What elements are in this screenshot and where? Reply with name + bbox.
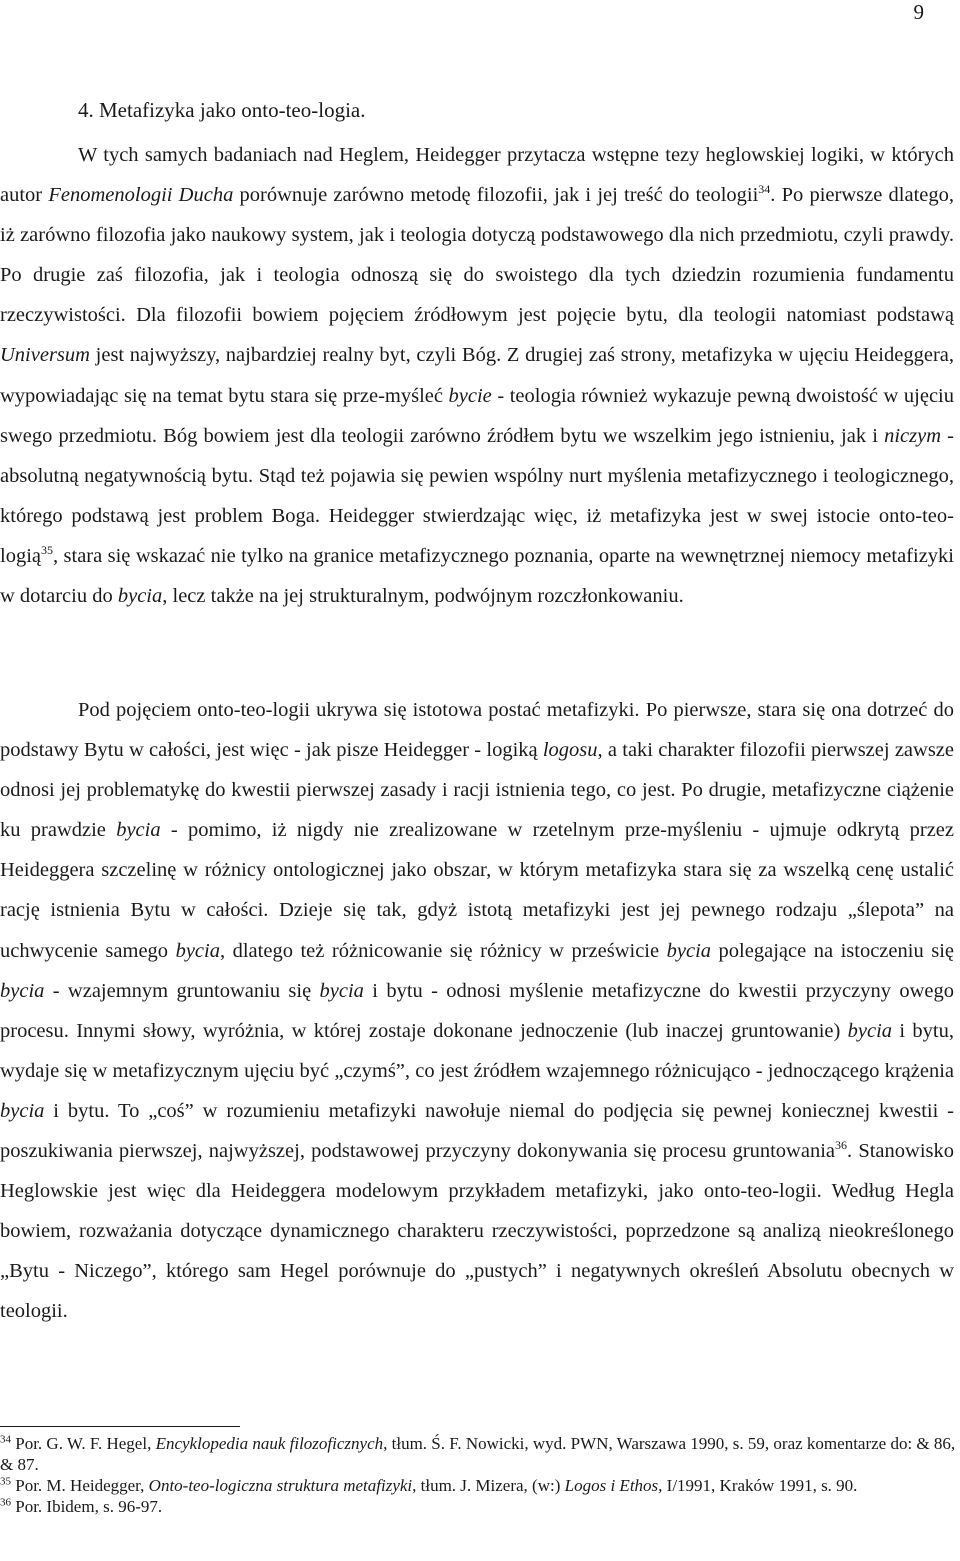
section-heading: 4. Metafizyka jako onto-teo-logia. — [78, 98, 366, 122]
text-run: , lecz także na jej strukturalnym, podwójnym rozczłonkowaniu. — [162, 585, 684, 608]
footnotes — [0, 1433, 956, 1517]
footnote-ref-34[interactable]: 34 — [758, 182, 771, 197]
text-run: , dlatego też różnicowanie się różnicy w prześwicie — [219, 939, 667, 962]
italic-title: Encyklopedia nauk filozoficznych — [155, 1434, 384, 1453]
text-run: porównuje zarówno metodę filozofii, jak i jej treść do teologii — [233, 184, 759, 207]
text-run: - pomimo, iż nigdy nie zrealizowane w rzetelnym prze-myśleniu - ujmuje odkrytą przez Heideggera szczelinę w różnicy ontologicznej jako obszar, w którym metafizyka stara się za wszelką cenę ustalić rację istnienia Bytu w całości. Dzieje się tak, gdyż istotą metafizyki jest jej pewnego rodzaju „ślepota” na uchwycenie samego — [0, 819, 955, 962]
footnote-ref-36[interactable]: 36 — [835, 1138, 848, 1153]
text-run: W tych samych badaniach nad Heglem, Heidegger przytacza wstępne tezy heglowskiej logiki, w których autor — [0, 144, 954, 207]
footnote-35 — [0, 1475, 956, 1496]
italic-term: bycia — [117, 585, 163, 608]
text-run: . Stanowisko Heglowskie jest więc dla Heideggera modelowym przykładem metafizyki, jako onto-teo-logii. Według Hegla bowiem, rozważania dotyczące dynamicznego charakteru rzeczywistości, poprzedzone są analizą nieokreślonego „Bytu - Niczego”, którego sam Hegel porównuje do „pustych” i negatywnych określeń Absolutu obecnych w teologii. — [0, 1140, 954, 1323]
text-run: . Po pierwsze dlatego, iż zarówno filozofia jako naukowy system, jak i teologia dotyczą podstawowego dla nich przedmiotu, czyli prawdy. Po drugie zaś filozofia, jak i teologia odnoszą się do swoistego dla tych dziedzin rozumienia fundamentu rzeczywistości. Dla filozofii bowiem pojęciem źródłowym jest pojęcie bytu, dla teologii natomiast podstawą — [0, 184, 955, 327]
footnote-number: 36 — [0, 1496, 11, 1509]
italic-title: Onto-teo-logiczna struktura metafizyki — [148, 1476, 413, 1495]
paragraph-2 — [0, 690, 954, 1332]
footnote-34 — [0, 1433, 956, 1475]
text-run: , tłum. Ś. F. Nowicki, wyd. PWN, Warszawa 1990, s. 59, oraz komentarze do: & 86, & 87. — [0, 1434, 956, 1474]
text-run: - teologia również wykazuje pewną dwoistość w ujęciu swego przedmiotu. Bóg bowiem jest dla teologii zarówno źródłem bytu we wszelkim jego istnieniu, jak i — [0, 384, 954, 447]
text-run: Por. M. Heidegger, — [11, 1476, 149, 1495]
italic-term: bycia — [0, 1099, 45, 1122]
footnote-number: 35 — [0, 1475, 11, 1488]
text-run: - absolutną negatywnością bytu. Stąd też pojawia się pewien wspólny nurt myślenia metafizycznego i teologicznego, którego podstawą jest problem Boga. Heidegger stwierdzając więc, iż metafizyka jest w swej istocie onto-teo-logią — [0, 424, 954, 567]
text-run: polegające na istoczeniu się — [711, 939, 954, 962]
text-run: Por. G. W. F. Hegel, — [11, 1434, 156, 1453]
text-run: Por. Ibidem, s. 96-97. — [11, 1497, 163, 1516]
text-run: jest najwyższy, najbardziej realny byt, czyli Bóg. Z drugiej zaś strony, metafizyka w ujęciu Heideggera, wypowiadając się na temat bytu stara się prze-myśleć — [0, 344, 954, 407]
italic-term: niczym — [884, 424, 942, 447]
italic-term: Universum — [0, 344, 90, 367]
italic-title: Fenomenologii Ducha — [48, 184, 234, 207]
text-run: , tłum. J. Mizera, (w:) — [412, 1476, 565, 1495]
text-run: i bytu. To „coś” w rozumieniu metafizyki nawołuje niemal do podjęcia się pewnej koniecznej kwestii - poszukiwania pierwszej, najwyższej, podstawowej przyczyny dokonywania się procesu gruntowania — [0, 1099, 954, 1163]
italic-term: bycia — [319, 979, 364, 1002]
italic-term: bycia — [0, 979, 45, 1002]
italic-term: bycia — [175, 939, 220, 962]
paragraph-1 — [0, 135, 954, 616]
footnote-ref-35[interactable]: 35 — [41, 543, 53, 558]
italic-term: bycia — [116, 819, 161, 842]
italic-term: bycia — [847, 1019, 893, 1042]
italic-title: Logos i Ethos — [564, 1476, 659, 1495]
text-run: i bytu - odnosi myślenie metafizyczne do kwestii przyczyny owego procesu. Innymi słowy, wyróżnia, w której zostaje dokonane jednoczenie (lub inaczej gruntowanie) — [0, 979, 954, 1042]
text-run: - wzajemnym gruntowaniu się — [44, 979, 320, 1002]
text-run: , a taki charakter filozofii pierwszej zawsze odnosi jej problematykę do kwestii pierwszej zasady i racji istnienia tego, co jest. Po drugie, metafizyczne ciążenie ku prawdzie — [0, 739, 954, 842]
italic-term: logosu — [542, 739, 598, 762]
italic-term: bycia — [666, 939, 712, 962]
text-run: , stara się wskazać nie tylko na granice metafizycznego poznania, oparte na wewnętrznej niemocy metafizyki w dotarciu do — [0, 544, 954, 608]
text-run: , I/1991, Kraków 1991, s. 90. — [658, 1476, 858, 1495]
text-run: i bytu, wydaje się w metafizycznym ujęciu być „czymś”, co jest źródłem wzajemnego różnicująco - jednoczącego krążenia — [0, 1019, 954, 1082]
footnote-number: 34 — [0, 1433, 11, 1446]
footnote-divider — [0, 1426, 240, 1427]
page-number: 9 — [913, 0, 924, 24]
footnote-36 — [0, 1496, 956, 1517]
text-run: Pod pojęciem onto-teo-logii ukrywa się istotowa postać metafizyki. Po pierwsze, stara się ona dotrzeć do podstawy Bytu w całości, jest więc - jak pisze Heidegger - logiką — [0, 699, 954, 762]
italic-term: bycie — [448, 384, 492, 407]
